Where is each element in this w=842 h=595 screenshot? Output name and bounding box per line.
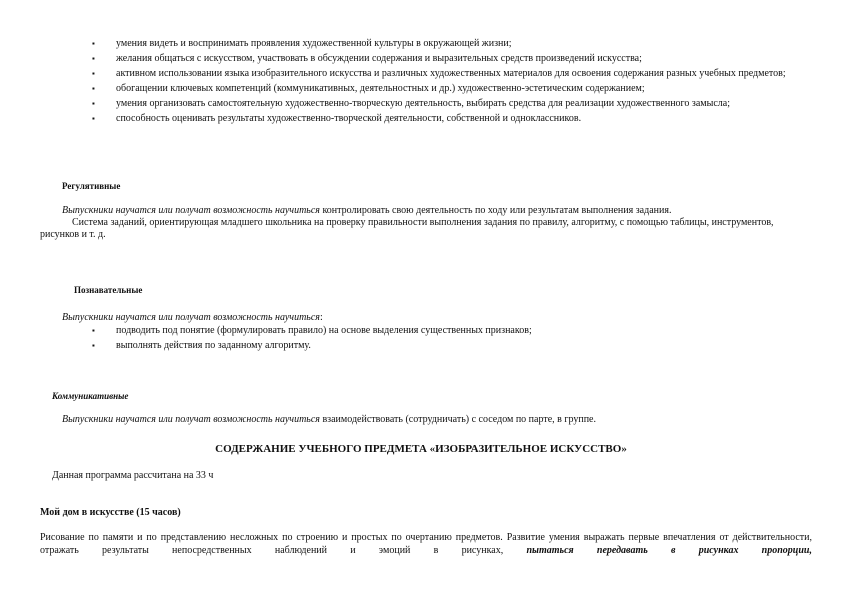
personal-results-item: ▪ умения организовать самостоятельную художественно-творческую деятельность, выбирать средства для реализации художественного замысла;	[92, 98, 802, 110]
section-title: СОДЕРЖАНИЕ УЧЕБНОГО ПРЕДМЕТА «ИЗОБРАЗИТЕЛЬНОЕ ИСКУССТВО»	[215, 443, 627, 455]
cognitive-item: ▪ подводить под понятие (формулировать правило) на основе выделения существенных признаков;	[92, 325, 692, 337]
personal-results-list	[92, 38, 802, 128]
cognitive-lead-suffix: :	[319, 312, 323, 323]
regulative-system-text: Система заданий, ориентирующая младшего школьника на проверку правильности выполнения задания по правилу, алгоритму, с помощью таблицы, инструментов, рисунков и т. д.	[40, 217, 774, 240]
cognitive-lead-line	[62, 312, 323, 323]
communicative-line	[62, 414, 596, 425]
section-subheading: Мой дом в искусстве (15 часов)	[40, 507, 181, 518]
regulative-text: контролировать свою деятельность по ходу или результатам выполнения задания.	[319, 205, 672, 216]
personal-results-item: ▪ желания общаться с искусством, участвовать в обсуждении содержания и выразительных средств произведений искусства;	[92, 53, 802, 65]
personal-results-item: ▪ способность оценивать результаты художественно-творческой деятельности, собственной и одноклассников.	[92, 113, 802, 125]
section-paragraph-text: Рисование по памяти и по представлению несложных по строению и простых по очертанию предметов. Развитие умения выражать первые впечатления от действительности, отражать результаты непосредственных наблюдений и эмоций в рисунках,	[40, 532, 812, 556]
personal-results-item: ▪ умения видеть и воспринимать проявления художественной культуры в окружающей жизни;	[92, 38, 802, 50]
cognitive-heading: Познавательные	[74, 285, 143, 295]
cognitive-lead: Выпускники научатся или получат возможность научиться	[62, 312, 320, 323]
cognitive-list	[92, 325, 692, 355]
communicative-lead: Выпускники научатся или получат возможность научиться	[62, 414, 320, 425]
hours-note: Данная программа рассчитана на 33 ч	[52, 470, 214, 481]
personal-results-item: ▪ активном использовании языка изобразительного искусства и различных художественных материалов для освоения содержания разных учебных предметов;	[92, 68, 802, 80]
regulative-heading: Регулятивные	[62, 181, 121, 191]
regulative-lead: Выпускники научатся или получат возможность научиться	[62, 205, 320, 216]
personal-results-item: ▪ обогащении ключевых компетенций (коммуникативных, деятельностных и др.) художественно-эстетическим содержанием;	[92, 83, 802, 95]
section-paragraph	[40, 531, 812, 557]
regulative-paragraph	[40, 205, 780, 241]
section-paragraph-emphasis: пытаться передавать в рисунках пропорции,	[526, 545, 812, 556]
cognitive-item: ▪ выполнять действия по заданному алгоритму.	[92, 340, 692, 352]
communicative-text: взаимодействовать (сотрудничать) с соседом по парте, в группе.	[319, 414, 596, 425]
communicative-heading: Коммуникативные	[52, 391, 129, 401]
